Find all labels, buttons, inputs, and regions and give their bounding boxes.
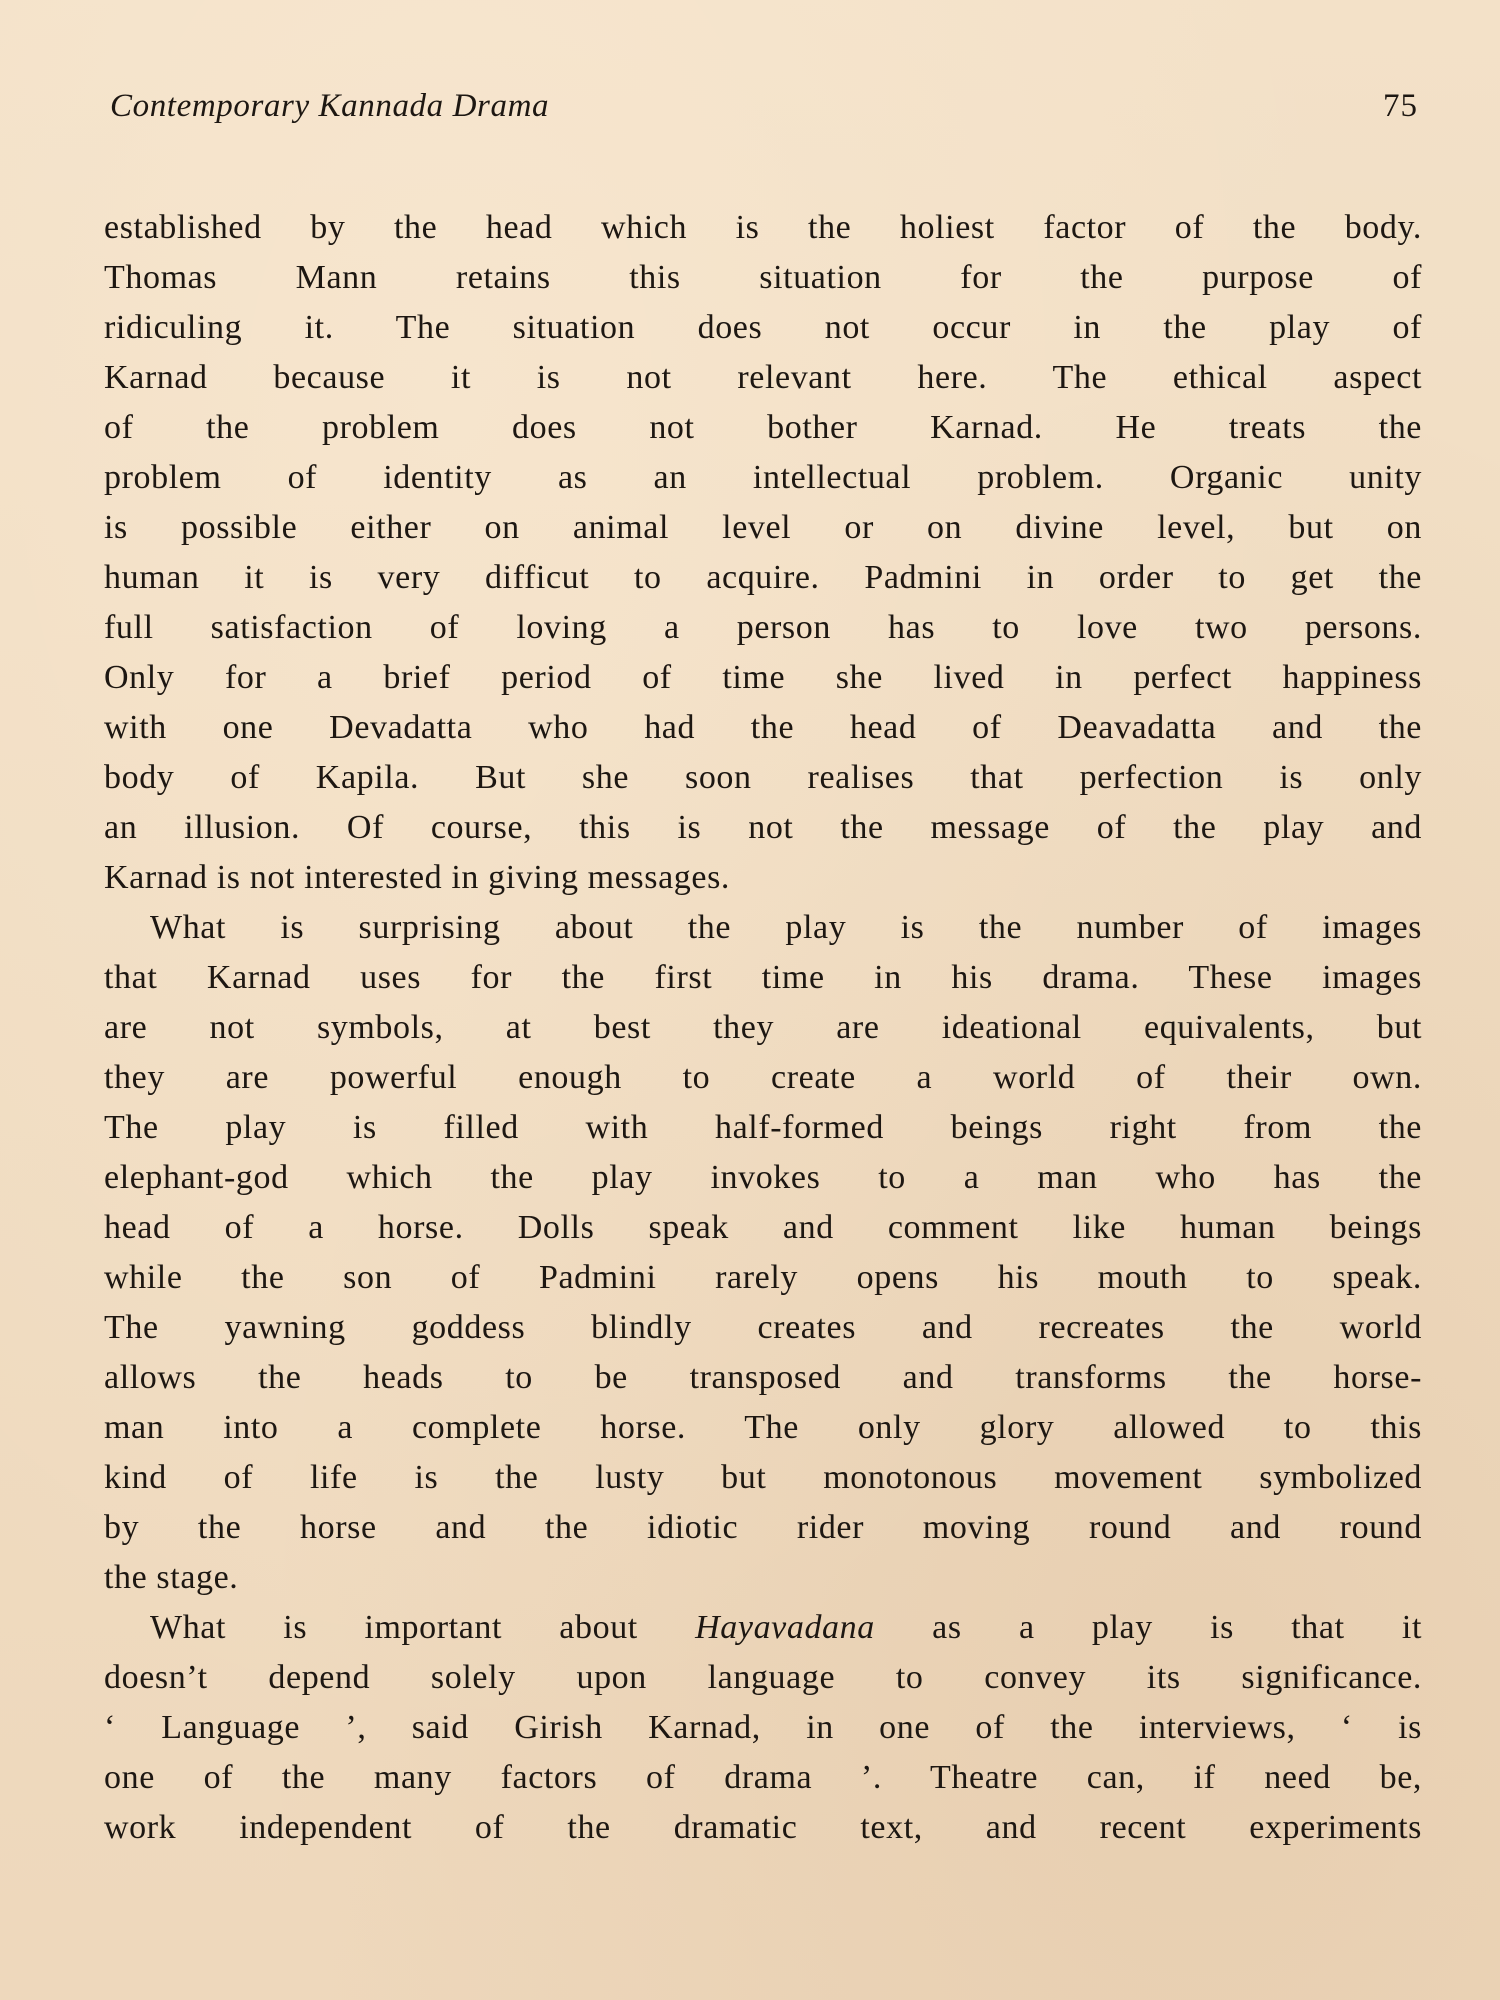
text-line (104, 1603, 1422, 1653)
text-line: Thomas Mann retains this situation for the purpose of (104, 259, 1422, 296)
paragraph (104, 1603, 1422, 1853)
text-line: The yawning goddess blindly creates and recreates the world (104, 1309, 1422, 1346)
text-fragment: as a play is that it (932, 1609, 1422, 1646)
text-line: doesn’t depend solely upon language to convey its significance. (104, 1659, 1422, 1696)
text-line: established by the head which is the holiest factor of the body. (104, 209, 1422, 246)
text-line: Karnad is not interested in giving messages. (104, 859, 730, 896)
text-line: ‘ Language ’, said Girish Karnad, in one of the interviews, ‘ is (104, 1709, 1422, 1746)
text-line: with one Devadatta who had the head of Deavadatta and the (104, 709, 1422, 746)
text-line: human it is very difficut to acquire. Padmini in order to get the (104, 559, 1422, 596)
text-line: Karnad because it is not relevant here. The ethical aspect (104, 359, 1422, 396)
page-header (110, 88, 1418, 132)
text-line: elephant-god which the play invokes to a man who has the (104, 1159, 1422, 1196)
text-line: work independent of the dramatic text, and recent experiments (104, 1809, 1422, 1846)
text-line: one of the many factors of drama ’. Theatre can, if need be, (104, 1759, 1422, 1796)
paragraph (104, 203, 1422, 903)
text-line: Only for a brief period of time she lived in perfect happiness (104, 659, 1422, 696)
text-line: The play is filled with half-formed beings right from the (104, 1109, 1422, 1146)
text-line: of the problem does not bother Karnad. He treats the (104, 409, 1422, 446)
paragraph (104, 903, 1422, 1603)
body-text (104, 203, 1422, 1853)
text-line: that Karnad uses for the first time in his drama. These images (104, 959, 1422, 996)
text-line: full satisfaction of loving a person has to love two persons. (104, 609, 1422, 646)
play-title: Hayavadana (695, 1609, 875, 1646)
text-line: body of Kapila. But she soon realises that perfection is only (104, 759, 1422, 796)
text-line: allows the heads to be transposed and transforms the horse- (104, 1359, 1422, 1396)
text-line: kind of life is the lusty but monotonous movement symbolized (104, 1459, 1422, 1496)
text-line: the stage. (104, 1559, 239, 1596)
text-fragment: What is important about (150, 1609, 638, 1646)
running-title: Contemporary Kannada Drama (110, 88, 550, 124)
text-line: while the son of Padmini rarely opens his mouth to speak. (104, 1259, 1422, 1296)
text-line: by the horse and the idiotic rider moving round and round (104, 1509, 1422, 1546)
text-line: ridiculing it. The situation does not occur in the play of (104, 309, 1422, 346)
text-line: they are powerful enough to create a world of their own. (104, 1059, 1422, 1096)
page-number: 75 (1383, 88, 1418, 124)
text-line: is possible either on animal level or on divine level, but on (104, 509, 1422, 546)
text-line: What is surprising about the play is the number of images (150, 909, 1422, 946)
text-line: man into a complete horse. The only glory allowed to this (104, 1409, 1422, 1446)
text-line: head of a horse. Dolls speak and comment like human beings (104, 1209, 1422, 1246)
text-line: problem of identity as an intellectual problem. Organic unity (104, 459, 1422, 496)
text-line: an illusion. Of course, this is not the message of the play and (104, 809, 1422, 846)
text-line: are not symbols, at best they are ideational equivalents, but (104, 1009, 1422, 1046)
